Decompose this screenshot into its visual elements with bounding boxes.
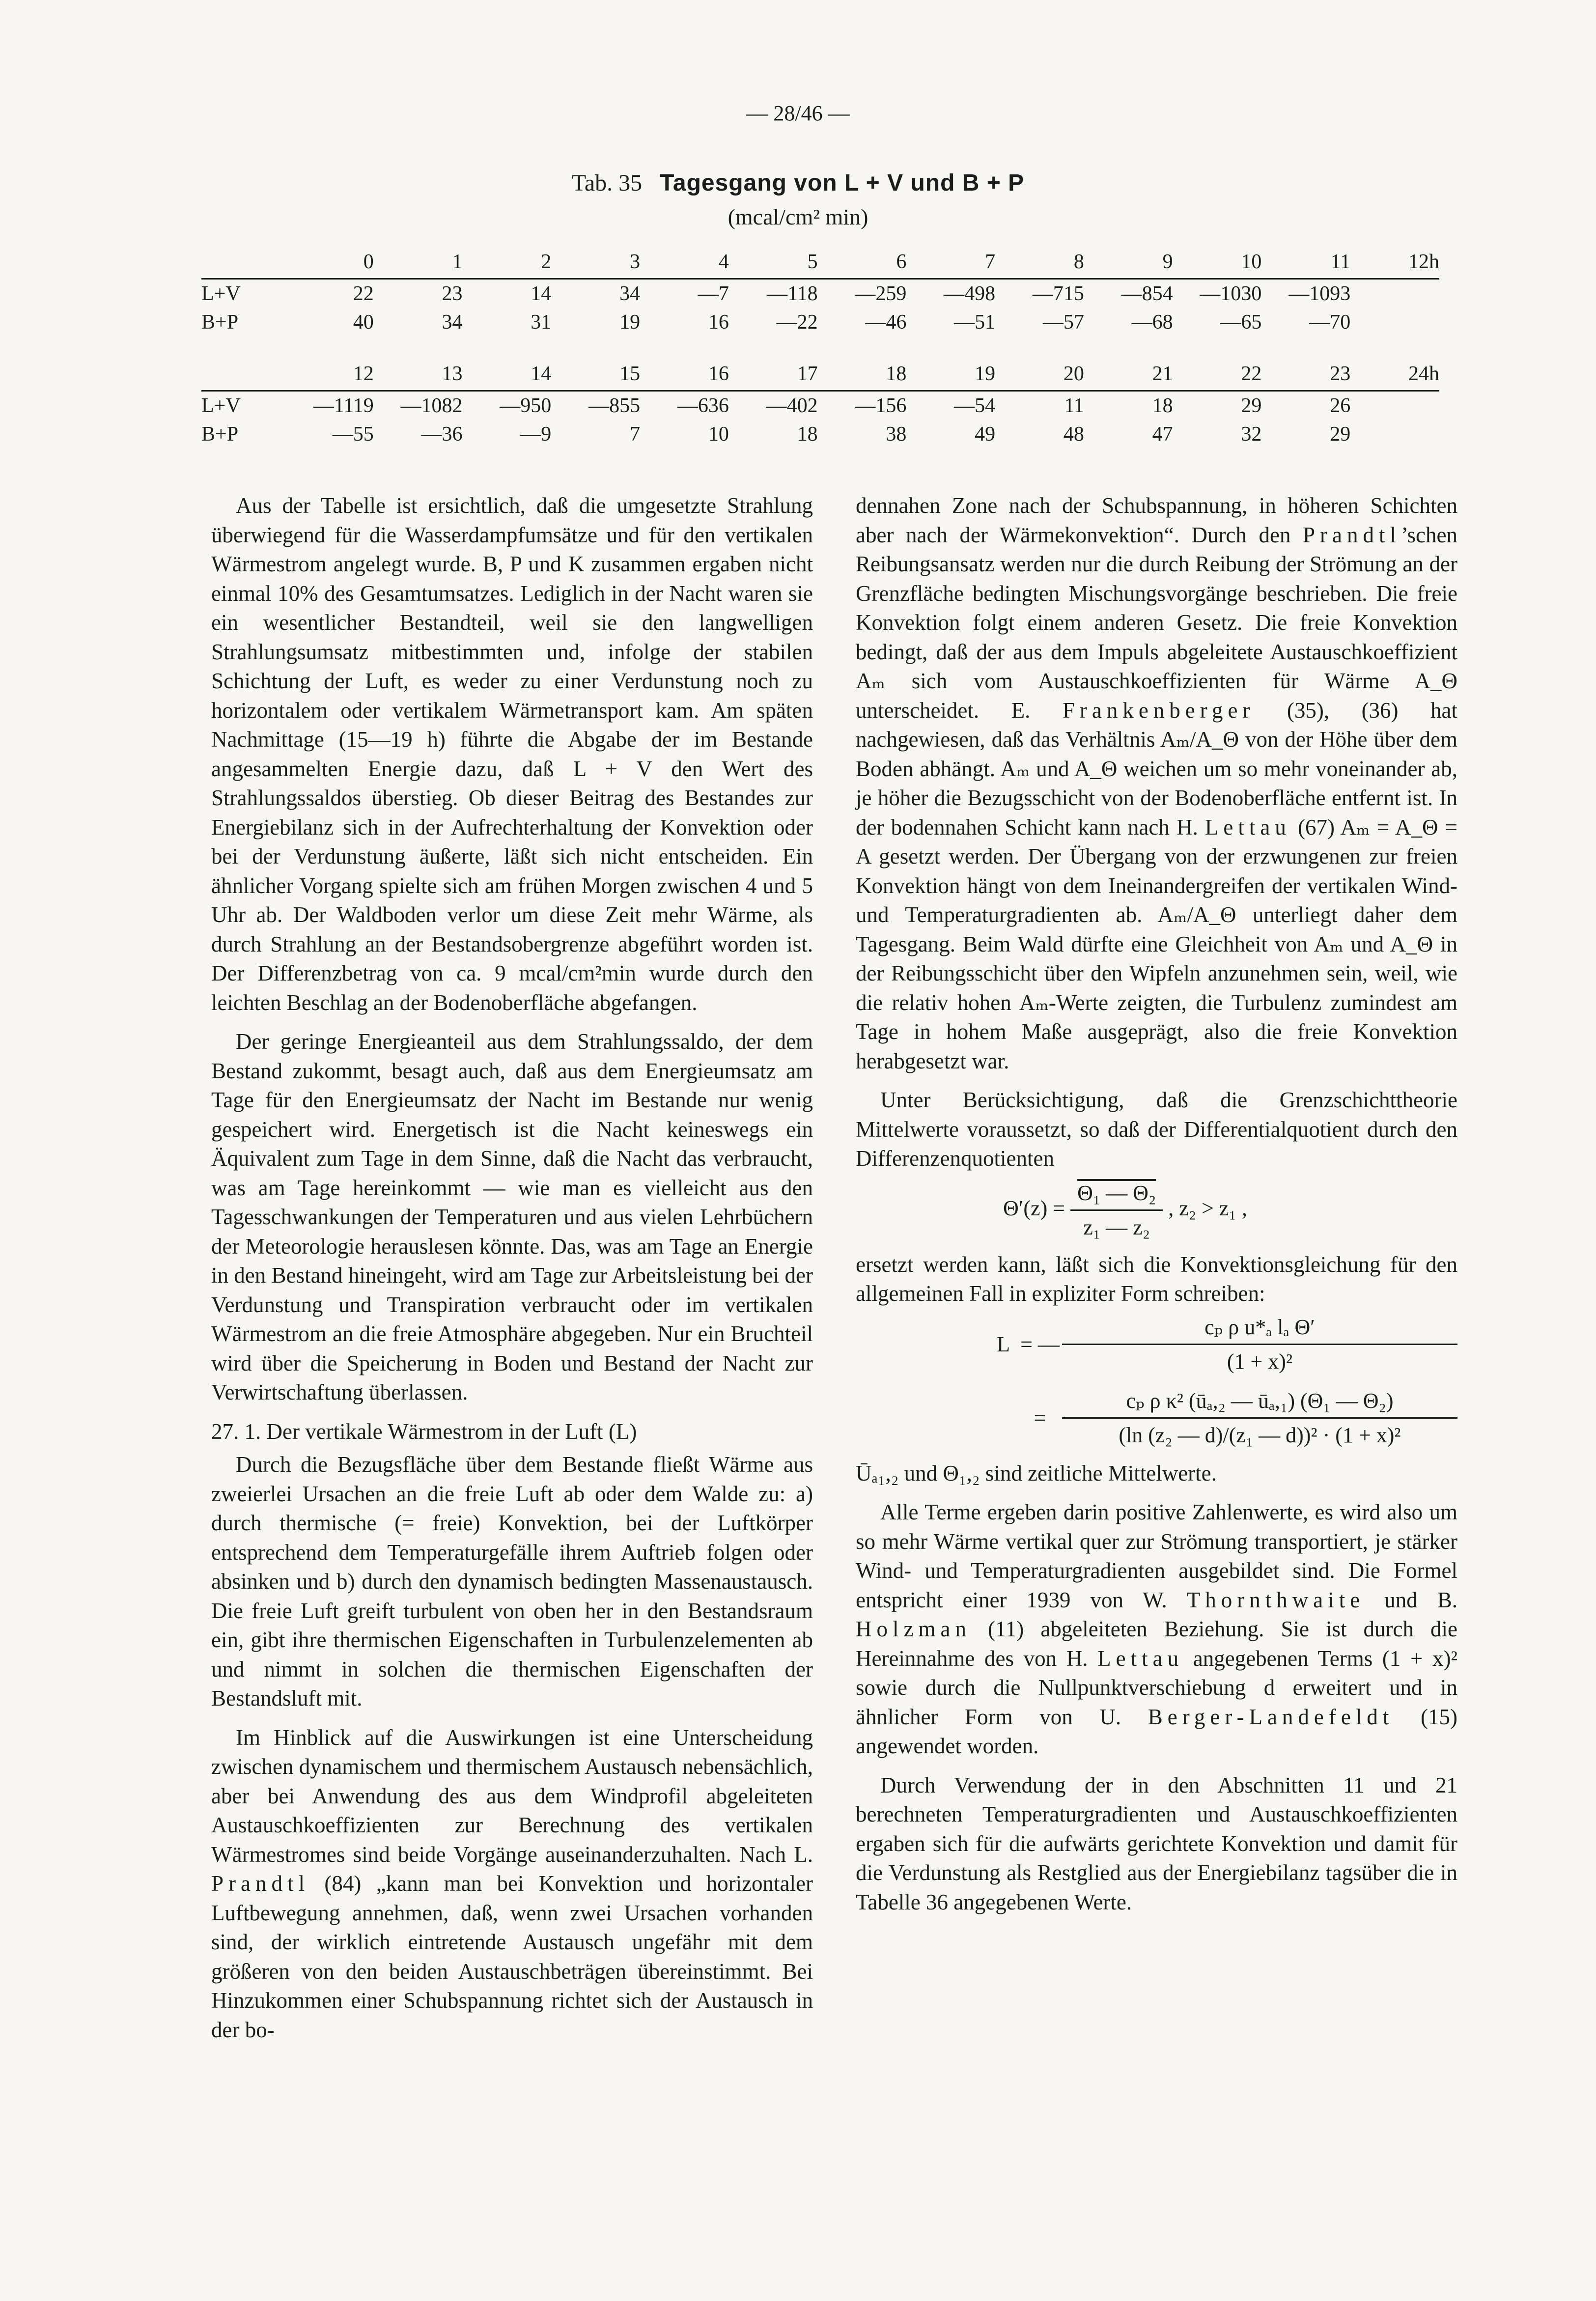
- equation-lhs: Θ′(z) =: [1003, 1196, 1065, 1220]
- hour-cell: 14: [463, 358, 552, 391]
- hour-cell: 4: [640, 246, 729, 279]
- hour-cell: 2: [463, 246, 552, 279]
- table-part-2: [201, 358, 1439, 449]
- table-title: [0, 169, 1596, 196]
- author-name: Frankenberger: [1062, 698, 1255, 723]
- hour-cell: 6: [818, 246, 907, 279]
- value-cell: 7: [630, 423, 641, 446]
- row-label: B+P: [201, 423, 239, 446]
- value-cell: 11: [1064, 394, 1084, 417]
- hour-cell: 20: [995, 358, 1084, 391]
- value-cell: 26: [1330, 394, 1351, 417]
- value-cell: 29: [1330, 423, 1351, 446]
- table-row: [201, 279, 1439, 309]
- value-cell: —854: [1121, 282, 1173, 305]
- value-cell: —70: [1309, 311, 1351, 334]
- value-cell: —498: [944, 282, 996, 305]
- hour-cell: 12h: [1350, 246, 1439, 279]
- value-cell: 38: [886, 423, 907, 446]
- hour-cell: 11: [1261, 246, 1350, 279]
- hour-cell: 0: [285, 246, 374, 279]
- right-column: [856, 491, 1457, 1927]
- hour-cell: 18: [818, 358, 907, 391]
- value-cell: —68: [1131, 311, 1173, 334]
- hour-cell: 12: [285, 358, 374, 391]
- author-name: Berger-Landefeldt: [1148, 1704, 1394, 1729]
- equation-equals: = —: [1020, 1332, 1060, 1356]
- value-cell: —1119: [313, 394, 374, 417]
- fraction-denominator: z₁ — z₂: [1083, 1215, 1150, 1239]
- author-name: Prandtl: [211, 1871, 309, 1896]
- hour-cell: 8: [995, 246, 1084, 279]
- value-cell: —950: [500, 394, 552, 417]
- value-cell: 18: [797, 423, 818, 446]
- value-cell: 19: [619, 311, 641, 334]
- table-unit: (mcal/cm² min): [728, 204, 868, 229]
- hour-cell: 21: [1084, 358, 1173, 391]
- hour-cell: 17: [729, 358, 818, 391]
- value-cell: 23: [442, 282, 463, 305]
- table-heading: Tagesgang von L + V und B + P: [660, 170, 1025, 196]
- value-cell: —156: [855, 394, 907, 417]
- paragraph: Aus der Tabelle ist ersichtlich, daß die umgesetzte Strahlung überwiegend für die Wasserdampfumsätze und für den vertikalen Wärmestrom angelegt wurde. B, P und K zusammen ergaben nicht einmal 10% des Gesamtumsatzes. Lediglich in der Nacht waren sie ein wesentlicher Bestandteil, weil sie den langwelligen Strahlungsumsatz mitbestimmten und, infolge der stabilen Schichtung der Luft, es weder zu einer Verdunstung noch zu horizontalem oder vertikalem Wärmetransport kam. Am späten Nachmittage (15—19 h) führte die Abgabe der im Bestande angesammelten Energie dazu, daß L + V den Wert des Strahlungssaldos überstieg. Ob dieser Beitrag des Bestandes zur Energiebilanz sich in der Aufrechterhaltung der Konvektion oder bei der Verdunstung äußerte, läßt sich nicht entscheiden. Ein ähnlicher Vorgang spielte sich am frühen Morgen zwischen 4 und 5 Uhr ab. Der Waldboden verlor um diese Zeit mehr Wärme, als durch Strahlung an der Bestandsobergrenze abgeführt worden ist. Der Differenzbetrag von ca. 9 mcal/cm²min wurde durch den leichten Beschlag an der Bodenoberfläche abgefangen.: [211, 493, 813, 1015]
- value-cell: 29: [1241, 394, 1262, 417]
- hour-cell: 24h: [1350, 358, 1439, 391]
- value-cell: 47: [1152, 423, 1173, 446]
- table-header-row: [201, 358, 1439, 391]
- value-cell: 34: [442, 311, 463, 334]
- value-cell: 18: [1152, 394, 1173, 417]
- hour-cell: 5: [729, 246, 818, 279]
- value-cell: 16: [708, 311, 729, 334]
- equation-lhs: L: [997, 1332, 1010, 1356]
- hour-cell: 23: [1261, 358, 1350, 391]
- value-cell: —46: [865, 311, 907, 334]
- value-cell: —22: [776, 311, 818, 334]
- equation-equals: =: [1034, 1405, 1046, 1430]
- value-cell: —57: [1042, 311, 1084, 334]
- value-cell: —51: [954, 311, 996, 334]
- value-cell: 10: [708, 423, 729, 446]
- fraction-numerator: cₚ ρ κ² (ūₐ,₂ — ūₐ,₁) (Θ₁ — Θ₂): [1062, 1386, 1457, 1419]
- row-label: L+V: [201, 394, 241, 417]
- table-row: [201, 420, 1439, 449]
- value-cell: —7: [698, 282, 729, 305]
- value-cell: —65: [1220, 311, 1262, 334]
- equation-convection: [856, 1313, 1457, 1450]
- table-label: Tab. 35: [571, 170, 643, 196]
- paragraph: Unter Berücksichtigung, daß die Grenzschichttheorie Mittelwerte voraussetzt, so daß der Differentialquotient durch den Differenzenquotienten: [856, 1088, 1457, 1171]
- fraction: [1070, 1179, 1163, 1242]
- value-cell: 22: [353, 282, 374, 305]
- value-cell: —259: [855, 282, 907, 305]
- paragraph: Durch die Bezugsfläche über dem Bestande fließt Wärme aus zweierlei Ursachen an die freie Luft ab oder dem Walde zu: a) durch thermische (= freie) Konvektion, bei der Luftkörper entsprechend dem Temperaturgefälle ihrem Auftrieb folgen oder absinken und b) durch den dynamisch bedingten Massenaustausch. Die freie Luft greift turbulent von oben her in den Bestandsraum ein, gibt ihre thermischen Eigenschaften in Turbulenzelementen ab und nimmt in solchen die thermischen Eigenschaften der Bestandsluft mit.: [211, 1452, 813, 1711]
- author-name: Lettau: [1204, 814, 1291, 840]
- value-cell: —55: [332, 423, 374, 446]
- value-cell: 40: [353, 311, 374, 334]
- hour-cell: 22: [1173, 358, 1262, 391]
- value-cell: —118: [767, 282, 818, 305]
- fraction: [1062, 1313, 1457, 1376]
- fraction-denominator: (1 + x)²: [1227, 1349, 1293, 1374]
- paragraph: ersetzt werden kann, läßt sich die Konvektionsgleichung für den allgemeinen Fall in expliziter Form schreiben:: [856, 1252, 1457, 1306]
- paragraph: dennahen Zone nach der Schubspannung, in höheren Schichten aber nach der Wärmekonvektion“. Durch den Prandtl’schen Reibungsansatz werden nur die durch Reibung der Strömung an der Grenzfläche bedingten Mischungsvorgänge beschrieben. Die freie Konvektion folgt einem anderen Gesetz. Die freie Konvektion bedingt, daß der aus dem Impuls abgeleitete Austauschkoeffizient Aₘ sich vom Austauschkoeffizienten für Wärme A_Θ unterscheidet. E. Frankenberger (35), (36) hat nachgewiesen, daß das Verhältnis Aₘ/A_Θ von der Höhe über dem Boden abhängt. Aₘ und A_Θ weichen um so mehr voneinander ab, je höher die Bezugsschicht von der Bodenoberfläche entfernt ist. In der bodennahen Schicht kann nach H. Lettau (67) Aₘ = A_Θ = A gesetzt werden. Der Übergang von der erzwungenen zur freien Konvektion hängt von dem Ineinandergreifen der vertikalen Wind- und Temperaturgradienten ab. Aₘ/A_Θ unterliegt daher dem Tagesgang. Beim Wald dürfte eine Gleichheit von Aₘ und A_Θ in der Reibungsschicht über den Wipfeln anzunehmen sein, weil, wie die relativ hohen Aₘ-Werte zeigten, die Turbulenz zumindest am Tage in hohem Maße ausgeprägt, also die freie Konvektion herabgesetzt war.: [856, 493, 1457, 1073]
- value-cell: —1082: [400, 394, 463, 417]
- author-name: Prandtl: [1303, 522, 1401, 547]
- value-cell: —54: [954, 394, 996, 417]
- row-label: L+V: [201, 282, 241, 305]
- hour-cell: 15: [551, 358, 640, 391]
- value-cell: 48: [1063, 423, 1084, 446]
- hour-cell: 7: [906, 246, 995, 279]
- value-cell: —9: [520, 423, 552, 446]
- paragraph: Ūₐ₁,₂ und Θ₁,₂ sind zeitliche Mittelwerte.: [856, 1460, 1217, 1486]
- table-row: [201, 308, 1439, 337]
- author-name: Holzman: [856, 1617, 971, 1641]
- author-name: Lettau: [1097, 1646, 1184, 1671]
- fraction-numerator: Θ₁ — Θ₂: [1070, 1179, 1163, 1211]
- hour-cell: 9: [1084, 246, 1173, 279]
- hour-cell: 1: [374, 246, 463, 279]
- fraction-numerator: cₚ ρ u*ₐ lₐ Θ′: [1062, 1313, 1457, 1346]
- page-number: — 28/46 —: [746, 101, 850, 125]
- hour-cell: 16: [640, 358, 729, 391]
- value-cell: —1030: [1200, 282, 1262, 305]
- value-cell: 32: [1241, 423, 1262, 446]
- value-cell: —36: [421, 423, 463, 446]
- value-cell: 31: [531, 311, 552, 334]
- value-cell: 14: [531, 282, 552, 305]
- section-heading: 27. 1. Der vertikale Wärmestrom in der Luft (L): [211, 1419, 637, 1444]
- paragraph: Im Hinblick auf die Auswirkungen ist eine Unterscheidung zwischen dynamischem und thermischem Austausch nebensächlich, aber bei Anwendung des aus dem Windprofil abgeleiteten Austauschkoeffizienten zur Berechnung des vertikalen Wärmestromes sind beide Vorgänge auseinanderzuhalten. Nach L. Prandtl (84) „kann man bei Konvektion und horizontaler Luftbewegung annehmen, daß, wenn zwei Ursachen vorhanden sind, der wirklich eintretende Austausch ungefähr mit dem größeren von den beiden Austauschbeträgen übereinstimmt. Bei Hinzukommen einer Schubspannung richtet sich der Austausch in der bo-: [211, 1725, 813, 2042]
- table-row: [201, 391, 1439, 421]
- paragraph: Der geringe Energieanteil aus dem Strahlungssaldo, der dem Bestand zukommt, besagt auch, daß aus dem Energieumsatz am Tage für den Energieumsatz der Nacht im Bestande nur wenig gespeichert wird. Energetisch ist die Nacht keineswegs ein Äquivalent zum Tage in dem Sinne, daß die Nacht das verbraucht, was am Tage hereinkommt — wie man es vielleicht aus den Tagesschwankungen der Temperaturen und aus vielen Lehrbüchern der Meteorologie herauslesen könnte. Das, was am Tage an Energie in den Bestand hineingeht, wird am Tage zur Arbeitsleistung bei der Verdunstung und Transpiration verbraucht oder im vertikalen Wärmestrom an die freie Atmosphäre abgegeben. Nur ein Bruchteil wird über die Speicherung in Boden und Bestand der Nacht zur Verwirtschaftung überlassen.: [211, 1029, 813, 1404]
- row-label: B+P: [201, 311, 239, 334]
- author-name: Thornthwaite: [1186, 1587, 1365, 1612]
- fraction-denominator: (ln (z₂ — d)/(z₁ — d))² · (1 + x)²: [1119, 1423, 1401, 1447]
- paragraph: Alle Terme ergeben darin positive Zahlenwerte, es wird also um so mehr Wärme vertikal quer zur Strömung transportiert, je stärker Wind- und Temperaturgradienten ausgebildet sind. Die Formel entspricht einer 1939 von W. Thornthwaite und B. Holzman (11) abgeleiteten Beziehung. Sie ist durch die Hereinnahme des von H. Lettau angegebenen Terms (1 + x)² sowie durch die Nullpunktverschiebung d erweitert und in ähnlicher Form von U. Berger-Landefeldt (15) angewendet worden.: [856, 1500, 1458, 1758]
- value-cell: 34: [619, 282, 641, 305]
- value-cell: —855: [588, 394, 641, 417]
- table-header-row: [201, 246, 1439, 279]
- equation-difference-quotient: [856, 1179, 1457, 1242]
- hour-cell: 13: [374, 358, 463, 391]
- hour-cell: 3: [551, 246, 640, 279]
- value-cell: —715: [1032, 282, 1084, 305]
- hour-cell: 19: [906, 358, 995, 391]
- equation-condition: , z₂ > z₁ ,: [1168, 1196, 1247, 1220]
- fraction: [1062, 1386, 1457, 1450]
- value-cell: 49: [975, 423, 996, 446]
- hour-cell: 10: [1173, 246, 1262, 279]
- table-part-1: [201, 246, 1439, 337]
- left-column: [211, 491, 813, 2054]
- value-cell: —636: [677, 394, 729, 417]
- paragraph: Durch Verwendung der in den Abschnitten 11 und 21 berechneten Temperaturgradienten und Austauschkoeffizienten ergaben sich für die aufwärts gerichtete Konvektion und damit für die Verdunstung als Restglied aus der Energiebilanz tagsüber die in Tabelle 36 angegebenen Werte.: [856, 1772, 1457, 1914]
- value-cell: —1093: [1288, 282, 1351, 305]
- value-cell: —402: [766, 394, 818, 417]
